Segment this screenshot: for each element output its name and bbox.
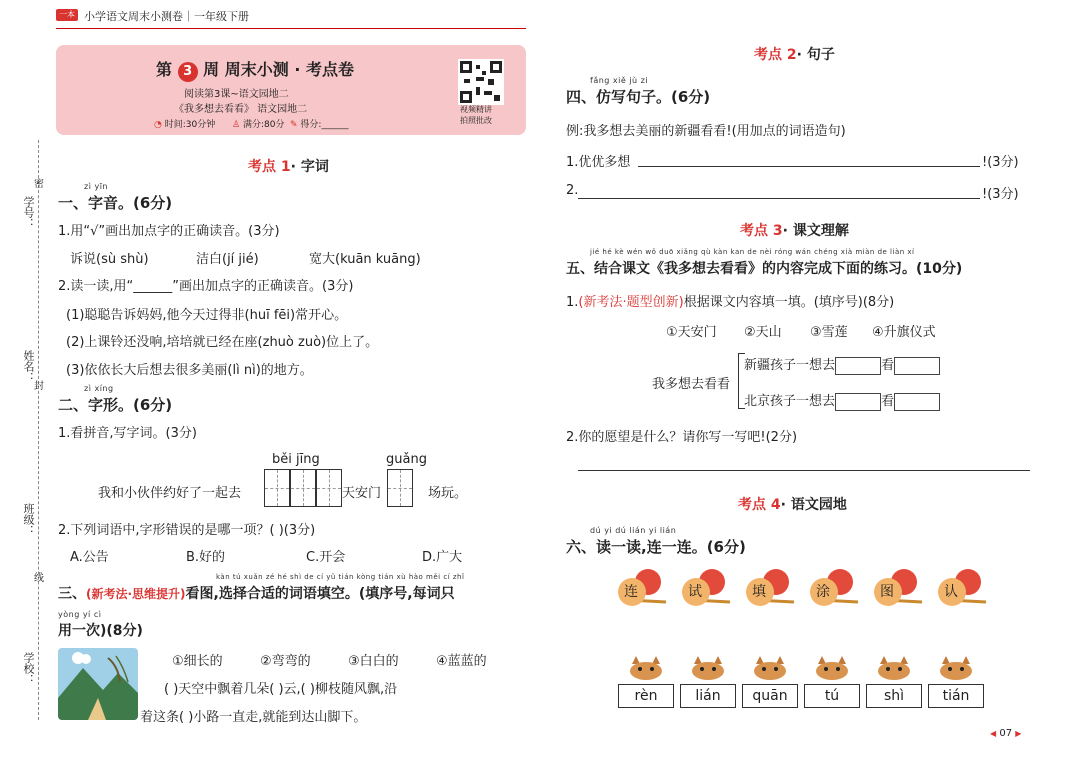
got-text: 得分:______ bbox=[300, 120, 349, 130]
char-text: 涂 bbox=[816, 584, 830, 600]
s3-title-text: 看图,选择合适的词语填空。(填序号,每词只 bbox=[185, 586, 455, 602]
q4-opt-d: D.广大 bbox=[422, 550, 463, 565]
s2-pinyin: zì xíng bbox=[84, 384, 114, 393]
mountain-picture bbox=[58, 648, 138, 720]
q4-text: 2.下列词语中,字形错误的是哪一项？( )(3分) bbox=[58, 523, 316, 538]
char-text: 试 bbox=[688, 584, 702, 600]
pinyin-row bbox=[618, 656, 988, 708]
pinyin-card: tián bbox=[928, 684, 984, 708]
char-row bbox=[614, 568, 994, 612]
cat-icon bbox=[928, 656, 984, 680]
seal-feng: 封 bbox=[34, 381, 44, 392]
cat-icon bbox=[866, 656, 922, 680]
q7-opt-4: ④升旗仪式 bbox=[872, 325, 936, 340]
q2-item-1: (1)聪聪告诉妈妈,他今天过得非(huī fēi)常开心。 bbox=[66, 308, 348, 323]
q6-1-text: 1.优优多想 bbox=[566, 155, 631, 170]
q7-see-1: 看 bbox=[881, 358, 895, 373]
q7-box[interactable] bbox=[835, 357, 881, 375]
grid-cell[interactable] bbox=[387, 469, 413, 507]
lollipop-char[interactable] bbox=[678, 568, 734, 612]
q3-pinyin-1: běi jīng bbox=[272, 452, 320, 467]
section-6-title: 六、读一读,连一连。(6分) bbox=[566, 538, 746, 556]
lollipop-icon bbox=[870, 568, 926, 608]
q7-see-2: 看 bbox=[881, 394, 895, 409]
lollipop-char[interactable] bbox=[870, 568, 926, 612]
q2-text: 2.读一读,用“______”画出加点字的正确读音。(3分) bbox=[58, 279, 354, 294]
q4-opt-c: C.开会 bbox=[306, 550, 346, 565]
q5-word-2: ②弯弯的 bbox=[260, 654, 311, 669]
q3-sentence-2: 天安门 bbox=[342, 486, 382, 501]
cat-icon bbox=[742, 656, 798, 680]
s3-prefix: 三、 bbox=[58, 586, 86, 602]
grid-cell[interactable] bbox=[316, 469, 342, 507]
binding-line bbox=[38, 140, 39, 720]
landscape-illustration bbox=[58, 648, 138, 720]
section-3-title-2: 用一次)(8分) bbox=[58, 623, 143, 639]
char-text: 填 bbox=[752, 584, 766, 600]
scope-line1: 阅读第3课~语文园地二 bbox=[184, 89, 289, 100]
q6-1-end: !(3分) bbox=[982, 155, 1019, 170]
lollipop-char[interactable] bbox=[934, 568, 990, 612]
banner-title bbox=[156, 57, 354, 82]
next-arrow-icon: ▶ bbox=[1015, 729, 1022, 738]
page-number bbox=[990, 728, 1021, 739]
section-5-title: 五、结合课文《我多想去看看》的内容完成下面的练习。(10分) bbox=[566, 261, 963, 277]
q7-root: 我多想去看看 bbox=[652, 377, 731, 392]
qr-icon bbox=[460, 61, 502, 103]
got-info bbox=[290, 117, 348, 130]
prev-arrow-icon: ◀ bbox=[990, 729, 997, 738]
q7-opt-1: ①天安门 bbox=[666, 325, 717, 340]
q5-line-2: 着这条( )小路一直走,就能到达山脚下。 bbox=[140, 710, 367, 725]
kd2-name: · 句子 bbox=[796, 47, 835, 63]
kd2-label: 考点 2 bbox=[754, 47, 797, 63]
char-text: 连 bbox=[624, 584, 638, 600]
q1-item-2: 洁白(jí jié) bbox=[196, 252, 259, 267]
q6-2-answer-line[interactable] bbox=[578, 198, 980, 199]
person-icon: ♙ bbox=[232, 120, 241, 130]
pinyin-card-item[interactable] bbox=[742, 656, 798, 708]
title-banner bbox=[56, 45, 526, 135]
class-label: 班级： bbox=[22, 503, 35, 536]
section-2-title: 二、字形。(6分) bbox=[58, 396, 173, 414]
q7-box[interactable] bbox=[835, 393, 881, 411]
pinyin-card: tú bbox=[804, 684, 860, 708]
q7-box[interactable] bbox=[894, 357, 940, 375]
section-4-title: 四、仿写句子。(6分) bbox=[566, 88, 711, 106]
q5-word-3: ③白白的 bbox=[348, 654, 399, 669]
kd1-label: 考点 1 bbox=[248, 159, 291, 175]
q6-2-text: 2. bbox=[566, 183, 579, 198]
qr-note1: 视频精讲 bbox=[460, 105, 492, 114]
scope-line2: 《我多想去看看》 语文园地二 bbox=[174, 104, 308, 115]
header-bar bbox=[56, 6, 526, 29]
score-text: 满分:80分 bbox=[242, 120, 285, 130]
q5-word-4: ④蓝蓝的 bbox=[436, 654, 487, 669]
q7-opt-3: ③雪莲 bbox=[810, 325, 848, 340]
write-grid-beijing[interactable] bbox=[264, 469, 342, 511]
series-logo: 一本 bbox=[56, 9, 78, 21]
q8-answer-line[interactable] bbox=[578, 470, 1030, 471]
kd4-name: · 语文园地 bbox=[780, 497, 847, 513]
pinyin-card-item[interactable] bbox=[680, 656, 736, 708]
pen-icon: ✎ bbox=[290, 120, 298, 130]
page-number-text: 07 bbox=[999, 728, 1013, 739]
pinyin-card-item[interactable] bbox=[928, 656, 984, 708]
pinyin-card: rèn bbox=[618, 684, 674, 708]
clock-icon: ◔ bbox=[154, 120, 162, 130]
q6-2-end: !(3分) bbox=[982, 187, 1019, 202]
kaodian-2 bbox=[754, 44, 835, 64]
char-text: 认 bbox=[944, 584, 958, 600]
time-info bbox=[154, 117, 215, 130]
kd3-name: · 课文理解 bbox=[782, 223, 849, 239]
kaodian-1 bbox=[248, 156, 329, 176]
q7-tag: (新考法·题型创新) bbox=[578, 295, 684, 310]
q7-box[interactable] bbox=[894, 393, 940, 411]
series-title: 小学语文周末小测卷｜一年级下册 bbox=[84, 10, 249, 23]
s1-pinyin: zì yīn bbox=[84, 182, 108, 191]
lollipop-icon bbox=[742, 568, 798, 608]
grid-cell[interactable] bbox=[264, 469, 290, 507]
score-info bbox=[232, 117, 284, 130]
q3-sentence-1: 我和小伙伴约好了一起去 bbox=[98, 486, 242, 501]
section-3-title bbox=[58, 583, 455, 603]
q4-opt-a: A.公告 bbox=[70, 550, 109, 565]
id-label: 学号： bbox=[22, 196, 35, 229]
s3-tag: (新考法·思维提升) bbox=[86, 587, 186, 601]
q4-opt-b: B.好的 bbox=[186, 550, 226, 565]
q3-text: 1.看拼音,写字词。(3分) bbox=[58, 426, 197, 441]
q7-opt-2: ②天山 bbox=[744, 325, 782, 340]
lollipop-char[interactable] bbox=[742, 568, 798, 612]
lollipop-icon bbox=[934, 568, 990, 608]
pinyin-card: lián bbox=[680, 684, 736, 708]
qr-note2: 拍照批改 bbox=[460, 116, 492, 125]
school-label: 学校： bbox=[22, 652, 35, 685]
q7-branch-2 bbox=[744, 390, 940, 411]
title-suffix: 周 周末小测 · 考点卷 bbox=[203, 60, 354, 79]
kaodian-4 bbox=[738, 494, 847, 514]
s4-pinyin: fǎng xiě jù zi bbox=[590, 76, 649, 85]
kd1-name: · 字词 bbox=[290, 159, 329, 175]
title-prefix: 第 bbox=[156, 60, 173, 79]
lollipop-icon bbox=[678, 568, 734, 608]
kd4-label: 考点 4 bbox=[738, 497, 781, 513]
lollipop-icon bbox=[614, 568, 670, 608]
s3-pinyin: kàn tú xuǎn zé hé shì de cí yǔ tián kòng tián xù hào měi cí zhǐ bbox=[216, 573, 465, 581]
lollipop-char[interactable] bbox=[614, 568, 670, 612]
q6-1-answer-line[interactable] bbox=[638, 166, 980, 167]
pinyin-card-item[interactable] bbox=[866, 656, 922, 708]
q1-item-1: 诉说(sù shù) bbox=[70, 252, 149, 267]
pinyin-card: shì bbox=[866, 684, 922, 708]
q7-b2-text: 北京孩子一想去 bbox=[744, 394, 836, 409]
seal-mi: 密 bbox=[34, 179, 44, 190]
s3-pinyin-2: yòng yí cì bbox=[58, 610, 102, 619]
q8-text: 2.你的愿望是什么？请你写一写吧!(2分) bbox=[566, 430, 798, 445]
section-1-title: 一、字音。(6分) bbox=[58, 194, 173, 212]
q3-pinyin-2: guǎng bbox=[386, 452, 427, 467]
q1-item-3: 宽大(kuān kuāng) bbox=[309, 252, 421, 267]
cat-icon bbox=[618, 656, 674, 680]
kaodian-3 bbox=[740, 220, 849, 240]
lollipop-icon bbox=[806, 568, 862, 608]
pinyin-card-item[interactable] bbox=[618, 656, 674, 708]
lollipop-char[interactable] bbox=[806, 568, 862, 612]
week-badge: 3 bbox=[178, 62, 198, 82]
q7-b1-text: 新疆孩子一想去 bbox=[744, 358, 836, 373]
seal-xian: 线 bbox=[34, 573, 44, 584]
s5-pinyin: jié hé kè wén wǒ duō xiǎng qù kàn kan de nèi róng wán chéng xià miàn de liàn xí bbox=[590, 248, 915, 256]
pinyin-card-item[interactable] bbox=[804, 656, 860, 708]
q5-word-1: ①细长的 bbox=[172, 654, 223, 669]
q5-line-1: ( )天空中飘着几朵( )云,( )柳枝随风飘,沿 bbox=[164, 682, 398, 697]
q2-item-2: (2)上课铃还没响,培培就已经在座(zhuò zuò)位上了。 bbox=[66, 335, 379, 350]
kd3-label: 考点 3 bbox=[740, 223, 783, 239]
grid-cell[interactable] bbox=[290, 469, 316, 507]
qr-code[interactable] bbox=[458, 59, 504, 105]
cat-icon bbox=[804, 656, 860, 680]
s6-pinyin: dú yi dú lián yi lián bbox=[590, 526, 677, 535]
char-text: 图 bbox=[880, 584, 894, 600]
q7-text: 1.(新考法·题型创新)根据课文内容填一填。(填序号)(8分) bbox=[566, 295, 895, 310]
name-label: 姓名： bbox=[22, 350, 35, 383]
q2-item-3: (3)依依长大后想去很多美丽(lì nì)的地方。 bbox=[66, 363, 313, 378]
q7-branch-1 bbox=[744, 354, 940, 375]
q3-sentence-3: 场玩。 bbox=[428, 486, 468, 501]
example-text: 例:我多想去美丽的新疆看看!(用加点的词语造句) bbox=[566, 124, 846, 139]
q1-text: 1.用“√”画出加点字的正确读音。(3分) bbox=[58, 224, 280, 239]
write-grid-guang[interactable] bbox=[387, 469, 413, 511]
time-text: 时间:30分钟 bbox=[164, 120, 216, 130]
cat-icon bbox=[680, 656, 736, 680]
pinyin-card: quān bbox=[742, 684, 798, 708]
